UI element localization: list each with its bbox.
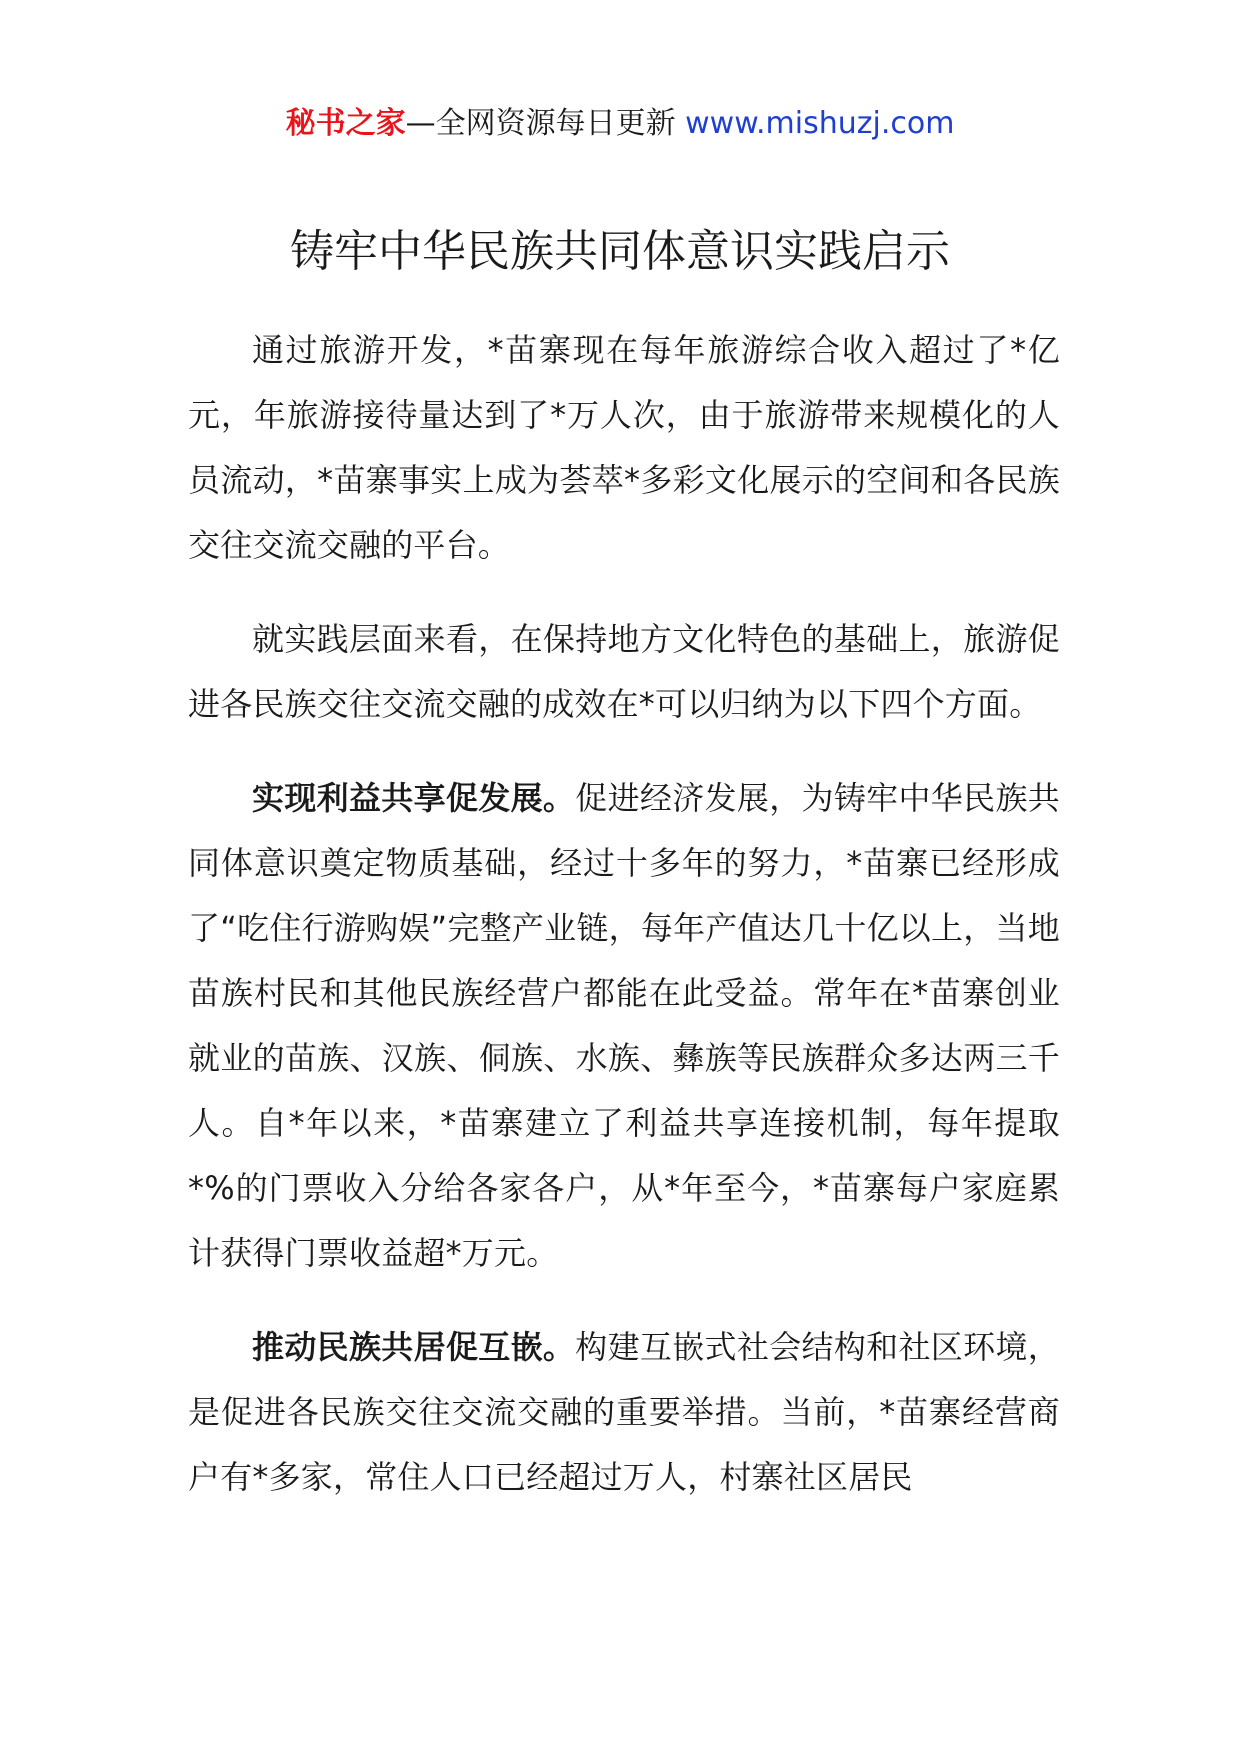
paragraph bbox=[188, 1315, 1060, 1510]
paragraph-text: 促进经济发展，为铸牢中华民族共同体意识奠定物质基础，经过十多年的努力，*苗寨已经形成了“吃住行游购娱”完整产业链，每年产值达几十亿以上，当地苗族村民和其他民族经营户都能在此受益。常年在*苗寨创业就业的苗族、汉族、侗族、水族、彝族等民族群众多达两三千人。自*年以来，*苗寨建立了利益共享连接机制，每年提取*%的门票收入分给各家各户，从*年至今，*苗寨每户家庭累计获得门票收益超*万元。 bbox=[188, 779, 1060, 1272]
header-tagline: —全网资源每日更新 bbox=[405, 106, 686, 141]
paragraph-text: 就实践层面来看，在保持地方文化特色的基础上，旅游促进各民族交往交流交融的成效在*可以归纳为以下四个方面。 bbox=[188, 620, 1060, 723]
site-header bbox=[0, 102, 1240, 146]
paragraph-lead: 推动民族共居促互嵌。 bbox=[252, 1328, 576, 1366]
document-body bbox=[188, 318, 1060, 1539]
paragraph-text: 构建互嵌式社会结构和社区环境，是促进各民族交往交流交融的重要举措。当前，*苗寨经营商户有*多家，常住人口已经超过万人，村寨社区居民 bbox=[188, 1328, 1060, 1496]
paragraph-lead: 实现利益共享促发展。 bbox=[252, 779, 576, 817]
brand-name: 秘书之家 bbox=[285, 106, 406, 141]
site-url-link[interactable]: www.mishuzj.com bbox=[685, 106, 955, 141]
paragraph bbox=[188, 318, 1060, 578]
paragraph bbox=[188, 766, 1060, 1286]
document-title: 铸牢中华民族共同体意识实践启示 bbox=[290, 226, 950, 277]
paragraph-text: 通过旅游开发，*苗寨现在每年旅游综合收入超过了*亿元，年旅游接待量达到了*万人次，由于旅游带来规模化的人员流动，*苗寨事实上成为荟萃*多彩文化展示的空间和各民族交往交流交融的平台。 bbox=[188, 331, 1060, 564]
paragraph bbox=[188, 607, 1060, 737]
